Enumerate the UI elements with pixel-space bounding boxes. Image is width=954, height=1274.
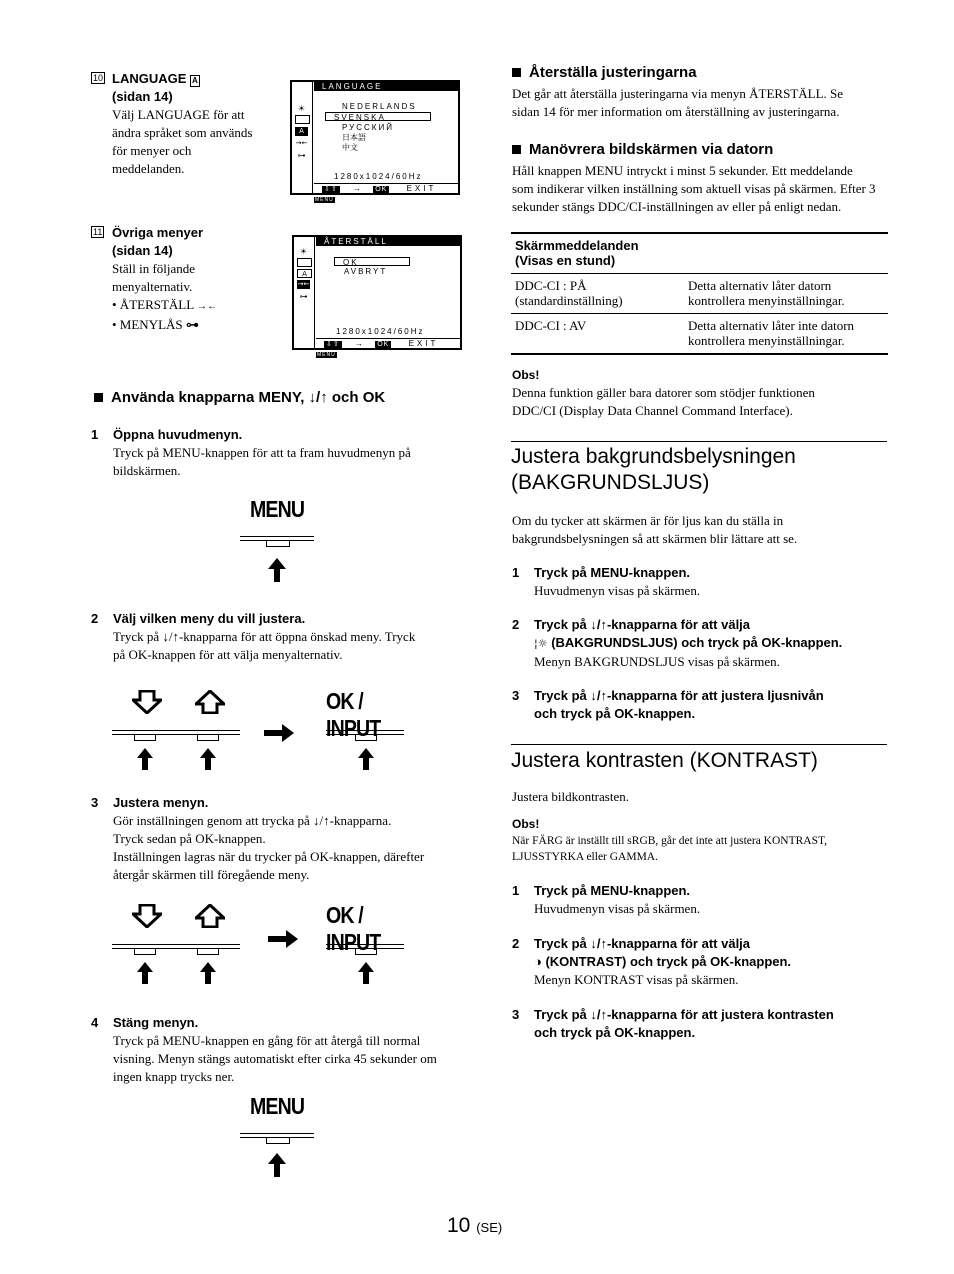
osd-item-selected: SVENSKA (325, 112, 431, 121)
paragraph: Håll knappen MENU intryckt i minst 5 sekunder. Ett meddelande som indikerar vilken inställning som aktuell visas på skärmen. Efter 3 sekunder stängs DDC/CI-inställningen av eller på enligt nedan. (512, 163, 876, 214)
language-icon: A (297, 269, 312, 278)
heading-rule (511, 744, 887, 745)
reset-icon: →← (295, 139, 308, 147)
chapter-heading: Justera bakgrundsbelysningen (BAKGRUNDSLJUS) (511, 445, 796, 494)
paragraph: Det går att återställa justeringarna via menyn ÅTERSTÄLL. Se sidan 14 för mer information om återställning av justeringarna. (512, 86, 844, 119)
step-title: Öppna huvudmenyn. (113, 427, 243, 442)
reset-icon: →← (196, 301, 217, 312)
osd-sidebar (294, 237, 315, 348)
step-text: Tryck på MENU-knappen för att ta fram huvudmenyn på bildskärmen. (113, 445, 411, 478)
press-arrow-icon (268, 1153, 286, 1177)
osd-item: 日本語 (342, 133, 366, 142)
osd-resolution: 1280x1024/60Hz (336, 327, 425, 336)
key-icon: ⊶ (297, 151, 306, 160)
step-title: Tryck på ↓/↑-knapparna för att justera kontrasten och tryck på OK-knappen. (534, 1007, 834, 1040)
updown-icon: ⇩⇧ (324, 186, 338, 193)
section-heading: Manövrera bildskärmen via datorn (512, 140, 773, 160)
item-title: Övriga menyer (112, 225, 204, 240)
step-number: 2 (91, 611, 99, 626)
section-heading: Använda knapparna MENY, ↓/↑ och OK (94, 388, 385, 408)
step-title: Tryck på ↓/↑-knapparna för att välja ¦☼ (BAKGRUNDSLJUS) och tryck på OK-knappen. (534, 617, 843, 650)
step-number: 2 (512, 617, 520, 632)
step-number: 1 (512, 565, 520, 580)
language-icon: A (295, 127, 308, 136)
press-arrow-icon (358, 748, 374, 770)
step-number: 1 (91, 427, 99, 442)
osd-title: ÅTERSTÄLL (316, 237, 460, 246)
press-arrow-icon (137, 748, 153, 770)
next-arrow-icon (264, 724, 294, 742)
osd-item: AVBRYT (344, 267, 388, 276)
heading-rule (511, 441, 887, 442)
chapter-heading: Justera kontrasten (KONTRAST) (511, 749, 818, 772)
item-page-ref: (sidan 14) (112, 89, 173, 104)
note-text: När FÄRG är inställt till sRGB, går det inte att justera KONTRAST, LJUSSTYRKA eller GAMMA. (512, 835, 828, 863)
step-number: 1 (512, 883, 520, 898)
osd-item: РУССКИЙ (342, 123, 394, 132)
reset-icon: →← (297, 280, 310, 288)
step-title: Justera menyn. (113, 795, 209, 810)
step-number: 4 (91, 1015, 99, 1030)
osd-item: NEDERLANDS (342, 102, 417, 111)
osd-sidebar (292, 82, 313, 193)
arrow-icon: → (354, 339, 364, 348)
language-icon: A (192, 76, 198, 85)
step-number: 3 (512, 1007, 520, 1022)
backlight-icon: ¦☼ (534, 637, 548, 650)
step-title: Välj vilken meny du vill justera. (113, 611, 306, 626)
down-outline-icon (132, 690, 162, 714)
table-header: Skärmmeddelanden (Visas en stund) (515, 238, 639, 268)
ok-input-label: OK / INPUT (326, 902, 381, 955)
updown-ok-diagram (112, 902, 412, 987)
osd-title: LANGUAGE (314, 82, 458, 91)
osd-resolution: 1280x1024/60Hz (334, 172, 423, 181)
osd-item-selected: OK (334, 257, 410, 266)
key-icon: ⊶ (185, 318, 199, 333)
step-text: Menyn KONTRAST visas på skärmen. (534, 972, 739, 987)
press-arrow-icon (358, 962, 374, 984)
osd-language-screen (290, 80, 460, 203)
step-text: Tryck på ↓/↑-knapparna för att öppna önskad meny. Tryck på OK-knappen för att välja menyalternativ. (113, 629, 416, 662)
step-title: Tryck på MENU-knappen. (534, 565, 691, 580)
paragraph: Om du tycker att skärmen är för ljus kan du ställa in bakgrundsbelysningen så att skärmen blir lättare att se. (512, 513, 798, 546)
osd-footer: ⇩⇧ → OK EXIT MENU (316, 338, 460, 348)
note-text: Denna funktion gäller bara datorer som stödjer funktionen DDC/CI (Display Data Channel Command Interface). (512, 385, 815, 418)
table-row: DDC-CI : AV Detta alternativ låter inte datorn kontrollera menyinställningar. (515, 318, 855, 348)
note-label: Obs! (512, 368, 540, 382)
key-icon: ⊶ (299, 292, 308, 301)
updown-icon: ⇩⇧ (326, 341, 340, 348)
step-text: Tryck på MENU-knappen en gång för att återgå till normal visning. Menyn stängs automatiskt efter cirka 45 sekunder om ingen knapp trycks ner. (113, 1033, 437, 1084)
step-text: Huvudmenyn visas på skärmen. (534, 583, 701, 598)
press-arrow-icon (268, 558, 286, 582)
section-heading: Återställa justeringarna (512, 63, 697, 83)
menu-button-diagram (240, 1093, 320, 1183)
step-title: Tryck på ↓/↑-knapparna för att justera ljusnivån och tryck på OK-knappen. (534, 688, 824, 721)
arrow-icon: → (352, 184, 362, 193)
item-description: Välj LANGUAGE för att ändra språket som används för menyer och meddelanden. (112, 107, 253, 176)
square-bullet-icon (512, 68, 521, 77)
step-text: Menyn BAKGRUNDSLJUS visas på skärmen. (534, 654, 780, 669)
step-number: 3 (512, 688, 520, 703)
page-number: 10 (SE) (447, 1214, 503, 1237)
item-description: Ställ in följande menyalternativ. • ÅTERSTÄLL →← • MENYLÅS ⊶ (112, 261, 217, 333)
osd-reset-screen (292, 235, 462, 358)
osd-footer: ⇩⇧ → OK EXIT MENU (314, 183, 458, 193)
note-label: Obs! (512, 817, 540, 831)
next-arrow-icon (268, 930, 298, 948)
up-outline-icon (195, 904, 225, 928)
paragraph: Justera bildkontrasten. (512, 789, 629, 804)
press-arrow-icon (200, 748, 216, 770)
ddc-table (511, 232, 888, 355)
step-title: Tryck på MENU-knappen. (534, 883, 691, 898)
item-title: LANGUAGE (112, 71, 187, 86)
table-row: DDC-CI : PÅ (standardinställning) Detta alternativ låter datorn kontrollera menyinställningar. (515, 278, 845, 308)
menu-button-diagram (240, 496, 320, 586)
brightness-icon: ☀ (297, 104, 306, 113)
step-text: Gör inställningen genom att trycka på ↓/↑-knapparna. Tryck sedan på OK-knappen. Inställningen lagras när du trycker på OK-knappen, därefter återgår skärmen till föregående meny. (113, 813, 425, 882)
step-title: Stäng menyn. (113, 1015, 199, 1030)
item-number: 11 (93, 227, 103, 237)
up-outline-icon (195, 690, 225, 714)
osd-item: 中文 (342, 143, 358, 152)
press-arrow-icon (137, 962, 153, 984)
press-arrow-icon (200, 962, 216, 984)
item-page-ref: (sidan 14) (112, 243, 173, 258)
square-bullet-icon (512, 145, 521, 154)
picture-icon (295, 115, 310, 124)
item-number: 10 (93, 73, 104, 83)
menu-label: MENU (250, 496, 305, 522)
menu-label: MENU (250, 1093, 305, 1119)
ok-input-label: OK / INPUT (326, 688, 381, 741)
picture-icon (297, 258, 312, 267)
square-bullet-icon (94, 393, 103, 402)
step-number: 3 (91, 795, 99, 810)
down-outline-icon (132, 904, 162, 928)
step-number: 2 (512, 936, 520, 951)
step-text: Huvudmenyn visas på skärmen. (534, 901, 701, 916)
brightness-icon: ☀ (299, 247, 308, 256)
updown-ok-diagram (112, 688, 412, 773)
step-title: Tryck på ↓/↑-knapparna för att välja ◑ (KONTRAST) och tryck på OK-knappen. (534, 936, 792, 969)
